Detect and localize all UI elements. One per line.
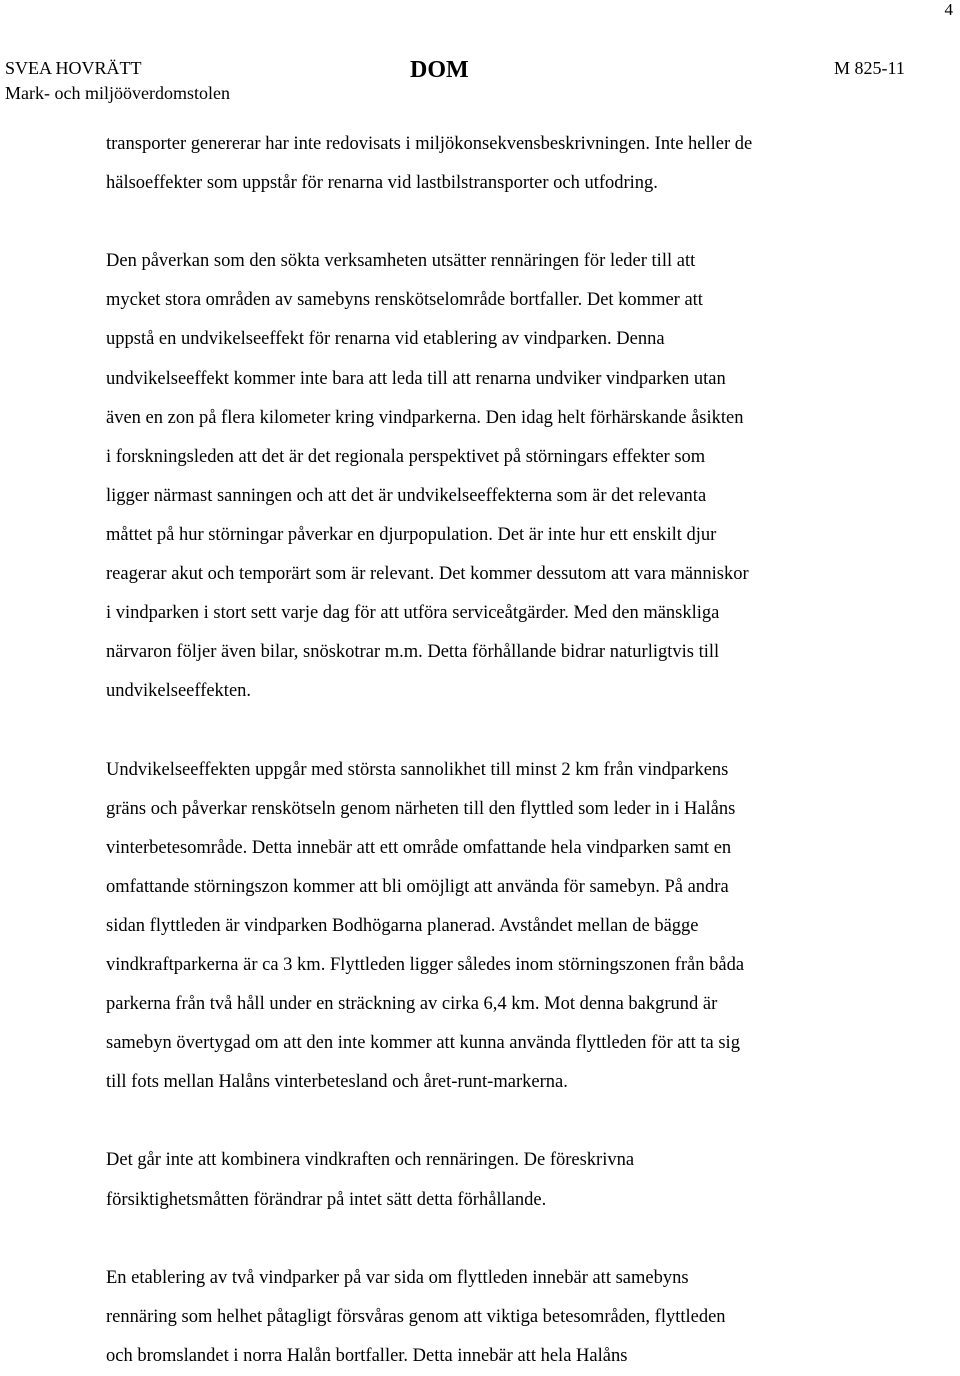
text-line: sidan flyttleden är vindparken Bodhögarna planerad. Avståndet mellan de bägge xyxy=(106,915,699,936)
text-line: mycket stora områden av samebyns renskötselområde bortfaller. Det kommer att xyxy=(106,290,703,311)
document-type: DOM xyxy=(410,57,469,83)
court-division: Mark- och miljööverdomstolen xyxy=(5,83,230,103)
text-line: parkerna från två håll under en sträckning av cirka 6,4 km. Mot denna bakgrund är xyxy=(106,994,718,1015)
text-line: omfattande störningszon kommer att bli omöjligt att använda för samebyn. På andra xyxy=(106,876,729,897)
text-line: ligger närmast sanningen och att det är undvikelseeffekterna som är det relevanta xyxy=(106,485,707,506)
court-name: SVEA HOVRÄTT xyxy=(5,58,142,78)
text-line: transporter genererar har inte redovisats i miljökonsekvensbeskrivningen. Inte heller de xyxy=(106,134,753,154)
text-line: måttet på hur störningar påverkar en djurpopulation. Det är inte hur ett enskilt djur xyxy=(106,524,717,545)
paragraph-4 xyxy=(106,1141,901,1219)
text-line: och bromslandet i norra Halån bortfaller. Detta innebär att hela Halåns xyxy=(106,1345,628,1366)
text-line: närvaron följer även bilar, snöskotrar m.m. Detta förhållande bidrar naturligtvis till xyxy=(106,642,720,663)
text-line: undvikelseeffekten. xyxy=(106,681,252,702)
paragraph-2 xyxy=(106,242,901,711)
text-line: vinterbetesområde. Detta innebär att ett område omfattande hela vindparken samt en xyxy=(106,837,732,858)
paragraph-3 xyxy=(106,751,901,1103)
text-line: i vindparken i stort sett varje dag för att utföra serviceåtgärder. Med den mänskliga xyxy=(106,603,720,624)
text-line: rennäring som helhet påtagligt försvåras genom att viktiga betesområden, flyttleden xyxy=(106,1306,726,1327)
paragraph-5 xyxy=(106,1259,901,1376)
text-line: vindkraftparkerna är ca 3 km. Flyttleden ligger således inom störningszonen från båda xyxy=(106,954,745,975)
text-line: hälsoeffekter som uppstår för renarna vid lastbilstransporter och utfodring. xyxy=(106,173,658,194)
text-line: Den påverkan som den sökta verksamheten utsätter rennäringen för leder till att xyxy=(106,251,696,272)
text-line: reagerar akut och temporärt som är relevant. Det kommer dessutom att vara människor xyxy=(106,564,749,585)
text-line: undvikelseeffekt kommer inte bara att leda till att renarna undviker vindparken utan xyxy=(106,368,726,389)
text-line: uppstå en undvikelseeffekt för renarna vid etablering av vindparken. Denna xyxy=(106,329,665,350)
text-line: till fots mellan Halåns vinterbetesland och året-runt-markerna. xyxy=(106,1072,568,1093)
text-line: försiktighetsmåtten förändrar på intet sätt detta förhållande. xyxy=(106,1189,547,1210)
text-line: Det går inte att kombinera vindkraften och rennäringen. De föreskrivna xyxy=(106,1150,635,1171)
document-body xyxy=(106,125,901,1376)
paragraph-1 xyxy=(106,125,901,203)
text-line: En etablering av två vindparker på var sida om flyttleden innebär att samebyns xyxy=(106,1267,689,1288)
text-line: gräns och påverkar renskötseln genom närheten till den flyttled som leder in i Halåns xyxy=(106,798,736,819)
page-number: 4 xyxy=(944,0,953,19)
text-line: samebyn övertygad om att den inte kommer att kunna använda flyttleden för att ta sig xyxy=(106,1033,740,1054)
text-line: även en zon på flera kilometer kring vindparkerna. Den idag helt förhärskande åsikten xyxy=(106,407,744,428)
text-line: i forskningsleden att det är det regionala perspektivet på störningars effekter som xyxy=(106,446,706,467)
text-line: Undvikelseeffekten uppgår med största sannolikhet till minst 2 km från vindparkens xyxy=(106,759,729,780)
header-court-block xyxy=(5,56,230,106)
case-number: M 825-11 xyxy=(834,58,905,78)
